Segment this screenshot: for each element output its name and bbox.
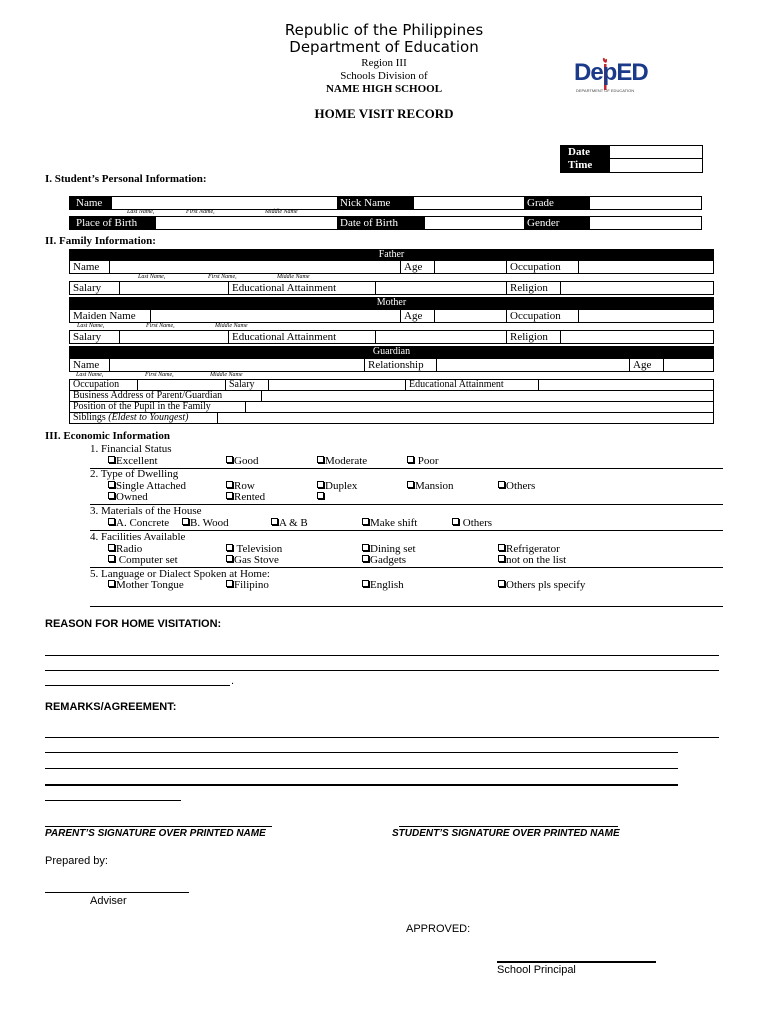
guardian-first-name-hint: First Name, <box>145 372 174 378</box>
guardian-last-name-hint: Last Name, <box>76 372 104 378</box>
dob-label: Date of Birth <box>337 217 425 229</box>
remarks-line-3[interactable] <box>45 768 678 769</box>
remarks-line-2[interactable] <box>45 752 678 753</box>
deped-logo-subtext: DEPARTMENT OF EDUCATION <box>576 88 635 93</box>
option-label: Others <box>460 517 493 529</box>
remarks-line-5[interactable] <box>45 800 181 801</box>
deped-logo <box>574 56 654 98</box>
mother-maiden-label: Maiden Name <box>73 310 136 322</box>
option-label: B. Wood <box>190 517 229 529</box>
option-label: Row <box>234 480 255 492</box>
father-occupation-label: Occupation <box>506 261 578 273</box>
language-option-1[interactable] <box>226 579 269 591</box>
checkbox-icon[interactable] <box>108 555 115 562</box>
student-first-name-hint: First Name, <box>186 209 215 215</box>
mother-salary-row <box>69 330 714 344</box>
mother-edu-field[interactable] <box>375 331 506 343</box>
guardian-age-field[interactable] <box>663 359 713 371</box>
dob-field[interactable] <box>425 217 524 229</box>
name-label: Name <box>70 197 112 209</box>
time-field[interactable] <box>609 159 703 172</box>
mother-salary-field[interactable] <box>119 331 228 343</box>
principal-label: School Principal <box>497 964 576 976</box>
financial-option-2[interactable] <box>317 455 367 467</box>
department-heading: Department of Education <box>289 38 479 56</box>
mother-header: Mother <box>69 297 714 309</box>
mother-occupation-label: Occupation <box>506 310 578 322</box>
checkbox-icon[interactable] <box>271 518 278 525</box>
guardian-occupation-field[interactable] <box>137 380 225 390</box>
option-label: Dining set <box>370 543 416 555</box>
option-label: Television <box>234 543 283 555</box>
business-address-field[interactable] <box>261 391 713 401</box>
option-label: Rented <box>234 491 266 503</box>
pupil-position-field[interactable] <box>245 402 713 412</box>
checkbox-icon[interactable] <box>226 456 233 463</box>
business-address-label: Business Address of Parent/Guardian <box>73 391 223 401</box>
option-label: Single Attached <box>116 480 186 492</box>
mother-name-field[interactable] <box>150 310 400 322</box>
form-title: HOME VISIT RECORD <box>314 106 454 121</box>
facilities-option-5[interactable] <box>226 554 279 566</box>
reason-line-3[interactable] <box>45 685 230 686</box>
financial-option-3[interactable] <box>407 455 439 467</box>
checkbox-icon[interactable] <box>362 580 369 587</box>
section3-heading: III. Economic Information <box>45 430 170 442</box>
checkbox-icon[interactable] <box>317 481 324 488</box>
republic-heading: Republic of the Philippines <box>284 21 484 39</box>
materials-option-0[interactable] <box>108 517 169 529</box>
pob-field[interactable] <box>156 217 337 229</box>
checkbox-icon[interactable] <box>317 456 324 463</box>
materials-option-1[interactable] <box>182 517 229 529</box>
student-signature-label: STUDENT’S SIGNATURE OVER PRINTED NAME <box>392 828 620 839</box>
mother-salary-label: Salary <box>73 331 102 343</box>
siblings-note: (Eldest to Youngest) <box>108 413 189 423</box>
adviser-signature-line[interactable] <box>45 892 189 893</box>
mother-religion-label: Religion <box>506 331 560 343</box>
option-label: Good <box>234 455 259 467</box>
checkbox-icon[interactable] <box>498 580 505 587</box>
father-name-label: Name <box>73 261 100 273</box>
remarks-line-1[interactable] <box>45 737 719 738</box>
option-label: Others <box>506 480 536 492</box>
parent-signature-line[interactable] <box>45 826 272 827</box>
student-birth-row <box>69 216 702 230</box>
guardian-name-row <box>69 358 714 372</box>
mother-age-field[interactable] <box>434 310 506 322</box>
dwelling-label: 2. Type of Dwelling <box>90 468 179 480</box>
father-edu-field[interactable] <box>375 282 506 294</box>
division-label: Schools Division of <box>340 70 428 82</box>
father-age-label: Age <box>400 261 434 273</box>
language-option-0[interactable] <box>108 579 184 591</box>
father-religion-label: Religion <box>506 282 560 294</box>
checkbox-icon[interactable] <box>226 580 233 587</box>
divider <box>90 468 723 469</box>
principal-signature-line[interactable] <box>497 961 656 963</box>
materials-option-3[interactable] <box>362 517 417 529</box>
mother-name-row <box>69 309 714 323</box>
father-salary-field[interactable] <box>119 282 228 294</box>
mother-age-label: Age <box>400 310 434 322</box>
checkbox-icon[interactable] <box>226 481 233 488</box>
father-name-field[interactable] <box>109 261 400 273</box>
siblings-label <box>70 413 217 423</box>
checkbox-icon[interactable] <box>362 544 369 551</box>
checkbox-icon[interactable] <box>362 518 369 525</box>
language-option-3[interactable] <box>498 579 585 591</box>
father-occupation-field[interactable] <box>578 261 713 273</box>
father-religion-field[interactable] <box>560 282 713 294</box>
section1-heading: I. Student’s Personal Information: <box>45 173 207 185</box>
mother-religion-field[interactable] <box>560 331 713 343</box>
checkbox-icon[interactable] <box>226 492 233 499</box>
father-name-row <box>69 260 714 274</box>
facilities-option-7[interactable] <box>498 554 566 566</box>
checkbox-icon[interactable] <box>108 492 115 499</box>
father-header: Father <box>69 249 714 260</box>
checkbox-icon[interactable] <box>498 555 505 562</box>
mother-edu-label: Educational Attainment <box>228 331 375 343</box>
option-label: Mother Tongue <box>116 579 184 591</box>
financial-status-label: 1. Financial Status <box>90 443 172 455</box>
reason-line-1[interactable] <box>45 655 719 656</box>
date-label: Date <box>561 146 609 159</box>
father-salary-label: Salary <box>73 282 102 294</box>
pupil-position-label: Position of the Pupil in the Family <box>73 402 211 412</box>
father-first-name-hint: First Name, <box>208 274 237 280</box>
grade-field[interactable] <box>590 197 701 209</box>
gender-field[interactable] <box>590 217 701 229</box>
guardian-header: Guardian <box>69 346 714 358</box>
facilities-option-6[interactable] <box>362 554 406 566</box>
region-label: Region III <box>361 57 407 69</box>
reason-line-2[interactable] <box>45 670 719 671</box>
time-label: Time <box>561 159 609 172</box>
materials-option-2[interactable] <box>271 517 308 529</box>
siblings-field[interactable] <box>217 413 713 423</box>
nick-name-label: Nick Name <box>337 197 414 209</box>
checkbox-icon[interactable] <box>317 492 324 499</box>
option-label: Mansion <box>415 480 454 492</box>
guardian-edu-field[interactable] <box>538 380 713 390</box>
financial-option-1[interactable] <box>226 455 258 467</box>
option-label: not on the list <box>506 554 567 566</box>
gender-label: Gender <box>524 217 590 229</box>
adviser-label: Adviser <box>90 895 127 907</box>
mother-middle-name-hint: Middle Name <box>215 323 248 329</box>
deped-logo-text: DepED <box>574 59 648 86</box>
guardian-occupation-label: Occupation <box>73 380 120 390</box>
option-label: Refrigerator <box>506 543 560 555</box>
parent-signature-label: PARENT’S SIGNATURE OVER PRINTED NAME <box>45 828 266 839</box>
option-label: A & B <box>279 517 308 529</box>
guardian-relationship-label: Relationship <box>364 359 436 371</box>
option-label: Radio <box>116 543 143 555</box>
student-middle-name-hint: Middle Name <box>265 209 298 215</box>
student-last-name-hint: Last Name, <box>127 209 155 215</box>
reason-period: . <box>231 675 235 687</box>
dwelling-option-4[interactable] <box>498 480 535 492</box>
remarks-line-4[interactable] <box>45 784 678 786</box>
guardian-name-label: Name <box>73 359 100 371</box>
dwelling-option-3[interactable] <box>407 480 454 492</box>
mother-first-name-hint: First Name, <box>146 323 175 329</box>
student-signature-line[interactable] <box>399 826 618 827</box>
checkbox-icon[interactable] <box>108 544 115 551</box>
facilities-label: 4. Facilities Available <box>90 531 186 543</box>
guardian-relationship-field[interactable] <box>436 359 629 371</box>
approved-label: APPROVED: <box>406 923 471 935</box>
ownership-option-1[interactable] <box>226 491 265 503</box>
option-label: Moderate <box>325 455 368 467</box>
checkbox-icon[interactable] <box>452 518 459 525</box>
mother-last-name-hint: Last Name, <box>77 323 105 329</box>
option-label: Poor <box>415 455 439 467</box>
father-salary-row <box>69 281 714 295</box>
reason-heading: REASON FOR HOME VISITATION: <box>45 618 222 630</box>
siblings-row <box>69 412 714 424</box>
mother-occupation-field[interactable] <box>578 310 713 322</box>
siblings-label-text: Siblings <box>73 413 109 423</box>
option-label: Gas Stove <box>234 554 279 566</box>
checkbox-icon[interactable] <box>108 518 115 525</box>
financial-option-0[interactable] <box>108 455 158 467</box>
guardian-salary-field[interactable] <box>268 380 405 390</box>
guardian-name-field[interactable] <box>109 359 364 371</box>
checkbox-icon[interactable] <box>226 544 233 551</box>
materials-label: 3. Materials of the House <box>90 505 202 517</box>
option-label: Owned <box>116 491 148 503</box>
checkbox-icon[interactable] <box>407 481 414 488</box>
language-option-2[interactable] <box>362 579 404 591</box>
ownership-option-2[interactable] <box>317 491 325 503</box>
checkbox-icon[interactable] <box>108 456 115 463</box>
option-label: Duplex <box>325 480 358 492</box>
pob-label: Place of Birth <box>70 217 156 229</box>
option-label: Computer set <box>116 554 178 566</box>
student-name-row <box>69 196 702 210</box>
date-field[interactable] <box>609 146 703 159</box>
nick-name-field[interactable] <box>414 197 524 209</box>
option-label: English <box>370 579 404 591</box>
checkbox-icon[interactable] <box>498 481 505 488</box>
checkbox-icon[interactable] <box>226 555 233 562</box>
student-name-field[interactable] <box>112 197 337 209</box>
language-label: 5. Language or Dialect Spoken at Home: <box>90 568 270 580</box>
guardian-salary-label: Salary <box>225 380 268 390</box>
prepared-by-label: Prepared by: <box>45 855 108 867</box>
option-label: Others pls specify <box>506 579 586 591</box>
guardian-middle-name-hint: Middle Name <box>210 372 243 378</box>
ownership-option-0[interactable] <box>108 491 148 503</box>
school-name: NAME HIGH SCHOOL <box>325 83 443 95</box>
checkbox-icon[interactable] <box>362 555 369 562</box>
guardian-age-label: Age <box>629 359 663 371</box>
checkbox-icon[interactable] <box>498 544 505 551</box>
language-specify-line[interactable] <box>90 606 723 607</box>
option-label: Excellent <box>116 455 158 467</box>
father-edu-label: Educational Attainment <box>228 282 375 294</box>
checkbox-icon[interactable] <box>407 456 414 463</box>
grade-label: Grade <box>524 197 590 209</box>
guardian-edu-label: Educational Attainment <box>405 380 538 390</box>
materials-option-4[interactable] <box>452 517 492 529</box>
facilities-option-4[interactable] <box>108 554 178 566</box>
father-middle-name-hint: Middle Name <box>277 274 310 280</box>
checkbox-icon[interactable] <box>182 518 189 525</box>
option-label: A. Concrete <box>116 517 170 529</box>
father-age-field[interactable] <box>434 261 506 273</box>
checkbox-icon[interactable] <box>108 481 115 488</box>
section2-heading: II. Family Information: <box>45 235 156 247</box>
option-label: Make shift <box>370 517 418 529</box>
option-label: Filipino <box>234 579 269 591</box>
datetime-box <box>560 145 703 173</box>
checkbox-icon[interactable] <box>108 580 115 587</box>
remarks-heading: REMARKS/AGREEMENT: <box>45 701 177 713</box>
father-last-name-hint: Last Name, <box>138 274 166 280</box>
option-label: Gadgets <box>370 554 407 566</box>
